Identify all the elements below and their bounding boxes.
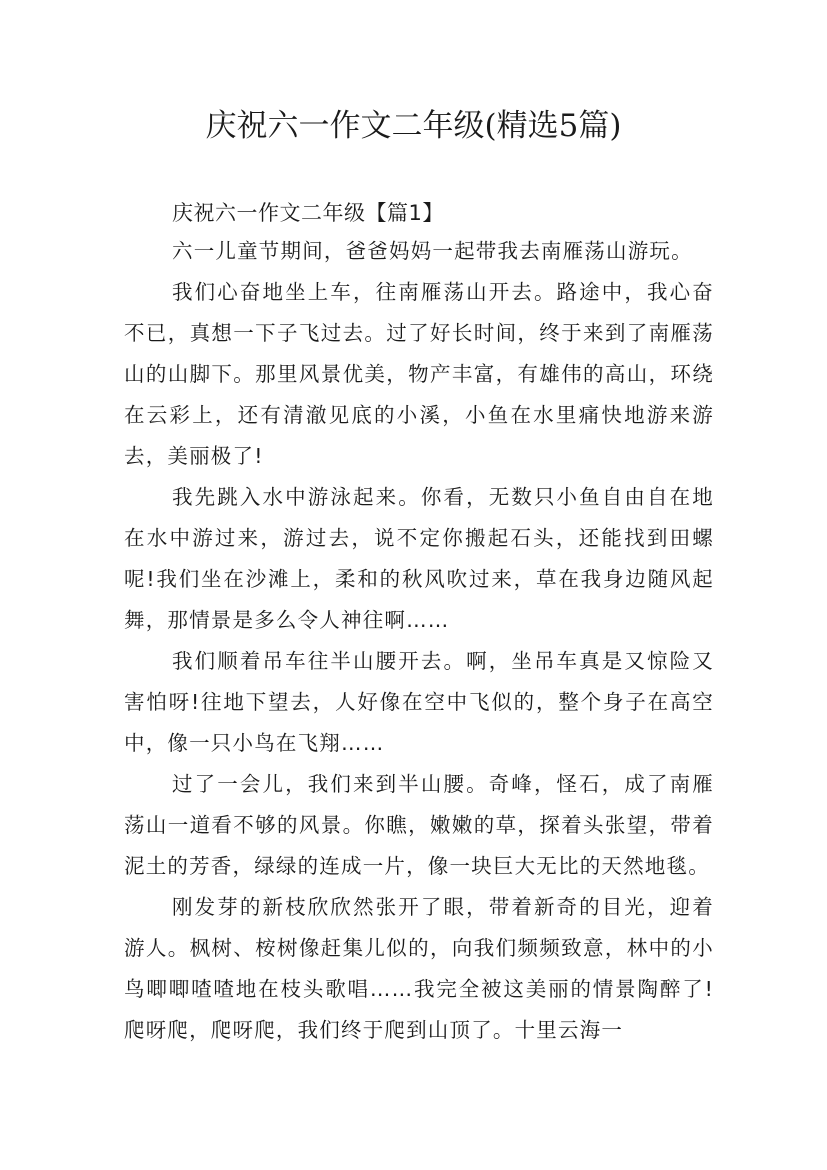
document-title: 庆祝六一作文二年级(精选5篇) [205,108,622,144]
paragraph: 六一儿童节期间，爸爸妈妈一起带我去南雁荡山游玩。 [172,239,693,263]
article-body [124,231,714,1051]
paragraph: 我们心奋地坐上车，往南雁荡山开去。路途中，我心奋不已，真想一下子飞过去。过了好长时间，终于来到了南雁荡山的山脚下。那里风景优美，物产丰富，有雄伟的高山，环绕在云彩上，还有清澈见底的小溪，小鱼在水里痛快地游来游去，美丽极了! [124,280,714,468]
paragraph: 我们顺着吊车往半山腰开去。啊，坐吊车真是又惊险又害怕呀!往地下望去，人好像在空中飞似的，整个身子在高空中，像一只小鸟在飞翔…… [124,649,714,755]
paragraph: 刚发芽的新枝欣欣然张开了眼，带着新奇的目光，迎着游人。枫树、桉树像赶集儿似的，向我们频频致意，林中的小鸟唧唧喳喳地在枝头歌唱……我完全被这美丽的情景陶醉了!爬呀爬，爬呀爬，我们终于爬到山顶了。十里云海一 [124,895,714,1042]
section-heading: 庆祝六一作文二年级【篇1】 [172,201,444,225]
paragraph: 我先跳入水中游泳起来。你看，无数只小鱼自由自在地在水中游过来，游过去，说不定你搬起石头，还能找到田螺呢!我们坐在沙滩上，柔和的秋风吹过来，草在我身边随风起舞，那情景是多么令人神往啊…… [124,485,714,632]
paragraph: 过了一会儿，我们来到半山腰。奇峰，怪石，成了南雁荡山一道看不够的风景。你瞧，嫩嫩的草，探着头张望，带着泥土的芳香，绿绿的连成一片，像一块巨大无比的天然地毯。 [124,772,714,878]
